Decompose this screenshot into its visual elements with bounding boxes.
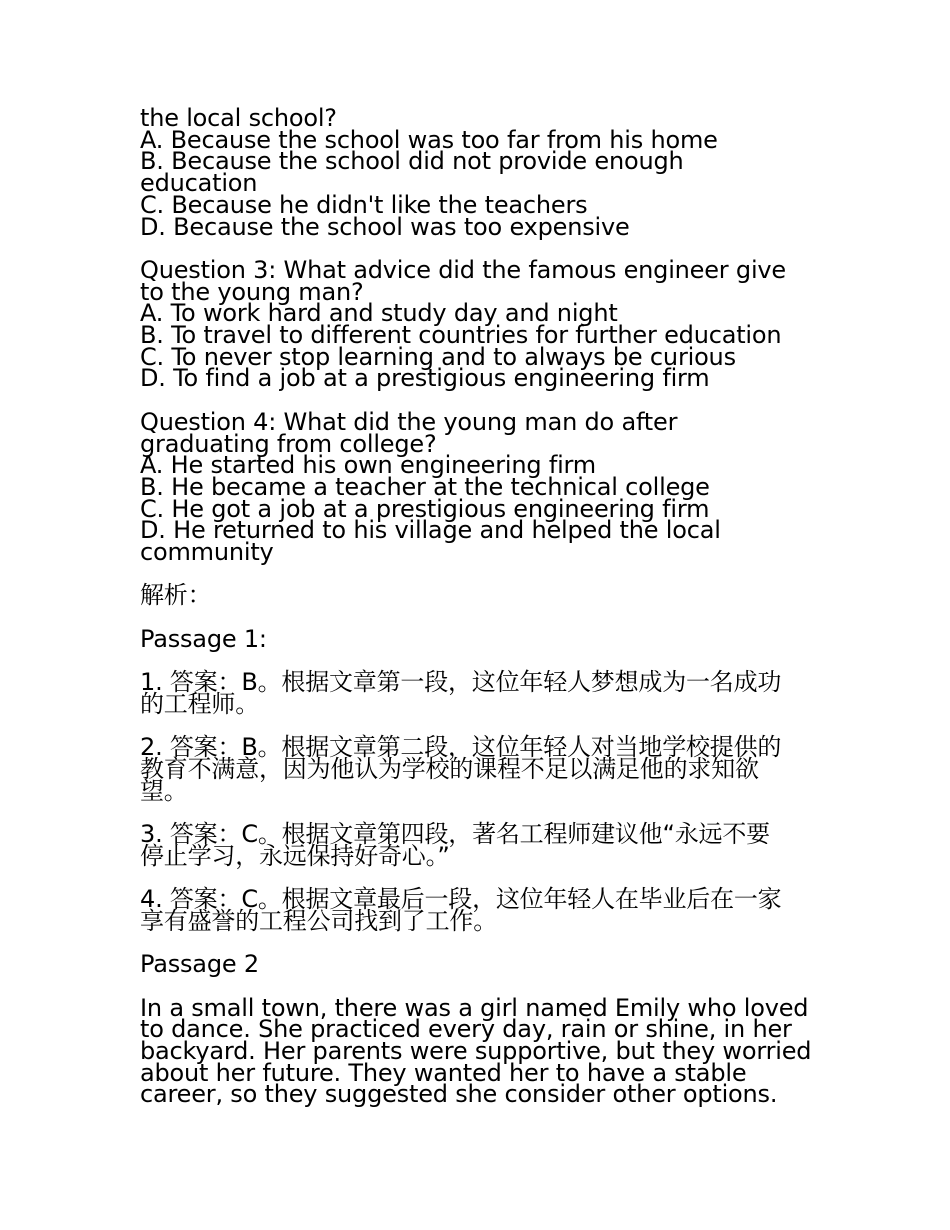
answer-2: 2. 答案：B。根据文章第二段，这位年轻人对当地学校提供的	[140, 733, 782, 762]
answer-3-cont: 停止学习，永远保持好奇心。”	[140, 841, 450, 870]
option-b: B. Because the school did not provide enough	[140, 147, 684, 176]
answer-1-cont: 的工程师。	[140, 689, 259, 718]
question4-option-d-cont: community	[140, 538, 274, 567]
document-page	[140, 104, 820, 1109]
question4-text-cont: graduating from college?	[140, 429, 437, 458]
answer-2-cont: 教育不满意，因为他认为学校的课程不足以满足他的求知欲	[140, 755, 759, 783]
answer-1: 1. 答案：B。根据文章第一段，这位年轻人梦想成为一名成功	[140, 668, 782, 697]
question3-option-c: C. To never stop learning and to always be curious	[140, 342, 736, 371]
passage2-line-3: backyard. Her parents were supportive, but they worried	[140, 1037, 812, 1066]
question4-option-b: B. He became a teacher at the technical college	[140, 472, 710, 501]
analysis-heading: 解析：	[140, 581, 212, 610]
question4-option-d: D. He returned to his village and helped the local	[140, 516, 721, 545]
answer-2-cont2: 望。	[140, 776, 188, 805]
passage2-line-2: to dance. She practiced every day, rain or shine, in her	[140, 1015, 792, 1044]
option-a: A. Because the school was too far from his home	[140, 125, 718, 154]
question4-option-a: A. He started his own engineering firm	[140, 451, 596, 480]
passage2-line-5: career, so they suggested she consider other options.	[140, 1080, 778, 1109]
answer-3: 3. 答案：C。根据文章第四段，著名工程师建议他“永远不要	[140, 820, 770, 849]
question3-text: Question 3: What advice did the famous engineer give	[140, 255, 786, 284]
answer-4-cont: 享有盛誉的工程公司找到了工作。	[140, 906, 497, 935]
option-d: D. Because the school was too expensive	[140, 212, 630, 241]
question3-option-a: A. To work hard and study day and night	[140, 299, 618, 328]
answer-4: 4. 答案：C。根据文章最后一段，这位年轻人在毕业后在一家	[140, 885, 782, 914]
option-b-cont: education	[140, 169, 258, 198]
passage2-line-1: In a small town, there was a girl named Emily who loved	[140, 993, 809, 1022]
question4-text: Question 4: What did the young man do after	[140, 407, 678, 436]
passage1-heading: Passage 1:	[140, 624, 267, 653]
question4-option-c: C. He got a job at a prestigious engineering firm	[140, 494, 710, 523]
question3-option-b: B. To travel to different countries for further education	[140, 321, 782, 350]
passage2-line-4: about her future. They wanted her to have a stable	[140, 1058, 747, 1087]
question2-text-tail: the local school?	[140, 104, 337, 132]
question3-option-d: D. To find a job at a prestigious engineering firm	[140, 364, 710, 393]
question3-text-cont: to the young man?	[140, 277, 364, 306]
passage2-heading: Passage 2	[140, 950, 259, 979]
option-c: C. Because he didn't like the teachers	[140, 190, 588, 219]
